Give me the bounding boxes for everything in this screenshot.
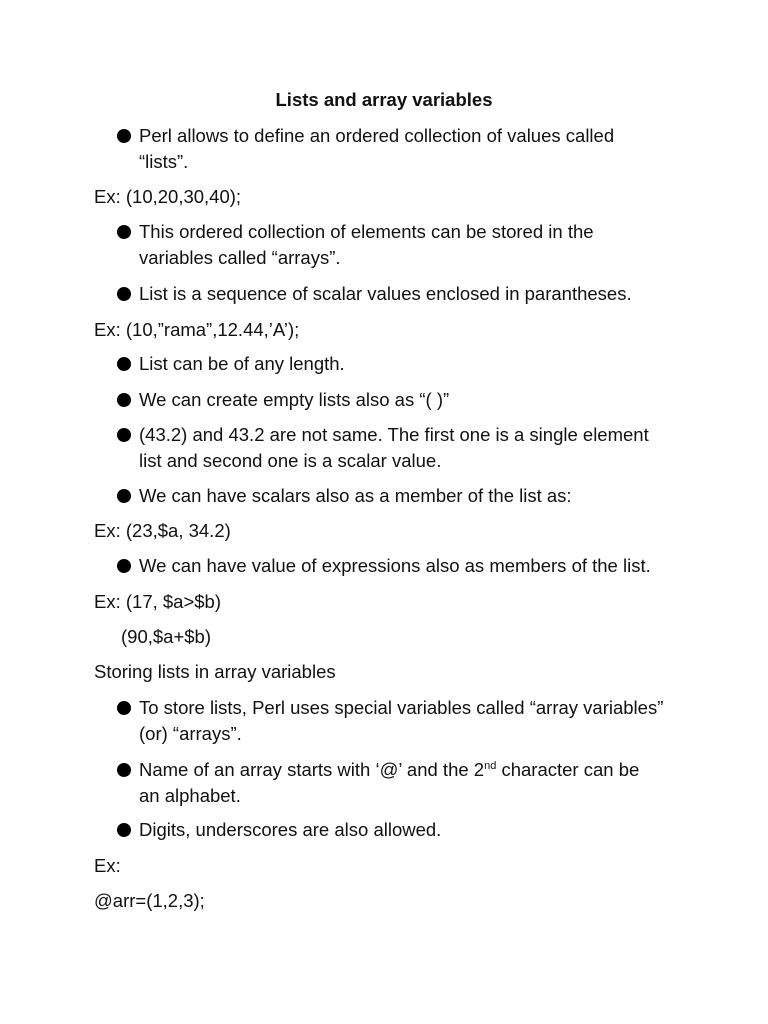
bullet-text: To store lists, Perl uses special variables called “array variables” (or) “arrays”. xyxy=(139,697,664,744)
bullet-icon xyxy=(117,823,131,837)
example-line: Ex: (10,”rama”,12.44,’A’); xyxy=(94,319,300,340)
bullet-icon xyxy=(117,225,131,239)
bullet-text: We can have scalars also as a member of the list as: xyxy=(139,485,572,506)
bullet-text: Digits, underscores are also allowed. xyxy=(139,819,442,840)
bullet-text: List can be of any length. xyxy=(139,353,345,374)
example-line: Ex: (10,20,30,40); xyxy=(94,186,242,207)
bullet-icon xyxy=(117,129,131,143)
section-heading: Storing lists in array variables xyxy=(94,661,336,682)
example-line: (90,$a+$b) xyxy=(121,626,211,647)
bullet-icon xyxy=(117,701,131,715)
bullet-icon xyxy=(117,287,131,301)
example-line: Ex: (17, $a>$b) xyxy=(94,591,222,612)
bullet-icon xyxy=(117,357,131,371)
bullet-icon xyxy=(117,393,131,407)
bullet-text: This ordered collection of elements can be stored in the variables called “arrays”. xyxy=(139,221,594,268)
bullet-text: List is a sequence of scalar values enclosed in parantheses. xyxy=(139,283,632,304)
bullet-text: We can create empty lists also as “( )” xyxy=(139,389,450,410)
document-title: Lists and array variables xyxy=(275,89,493,110)
example-line: Ex: (23,$a, 34.2) xyxy=(94,520,231,541)
bullet-icon xyxy=(117,489,131,503)
example-line: Ex: xyxy=(94,855,121,876)
bullet-text: Name of an array starts with ‘@’ and the 2nd character can be an alphabet. xyxy=(139,759,640,806)
bullet-icon xyxy=(117,559,131,573)
bullet-text: We can have value of expressions also as members of the list. xyxy=(139,555,651,576)
bullet-text: (43.2) and 43.2 are not same. The first one is a single element list and second one is a scalar value. xyxy=(139,424,649,471)
bullet-icon xyxy=(117,428,131,442)
code-line: @arr=(1,2,3); xyxy=(94,890,205,911)
bullet-icon xyxy=(117,763,131,777)
bullet-text: Perl allows to define an ordered collection of values called “lists”. xyxy=(139,125,615,172)
